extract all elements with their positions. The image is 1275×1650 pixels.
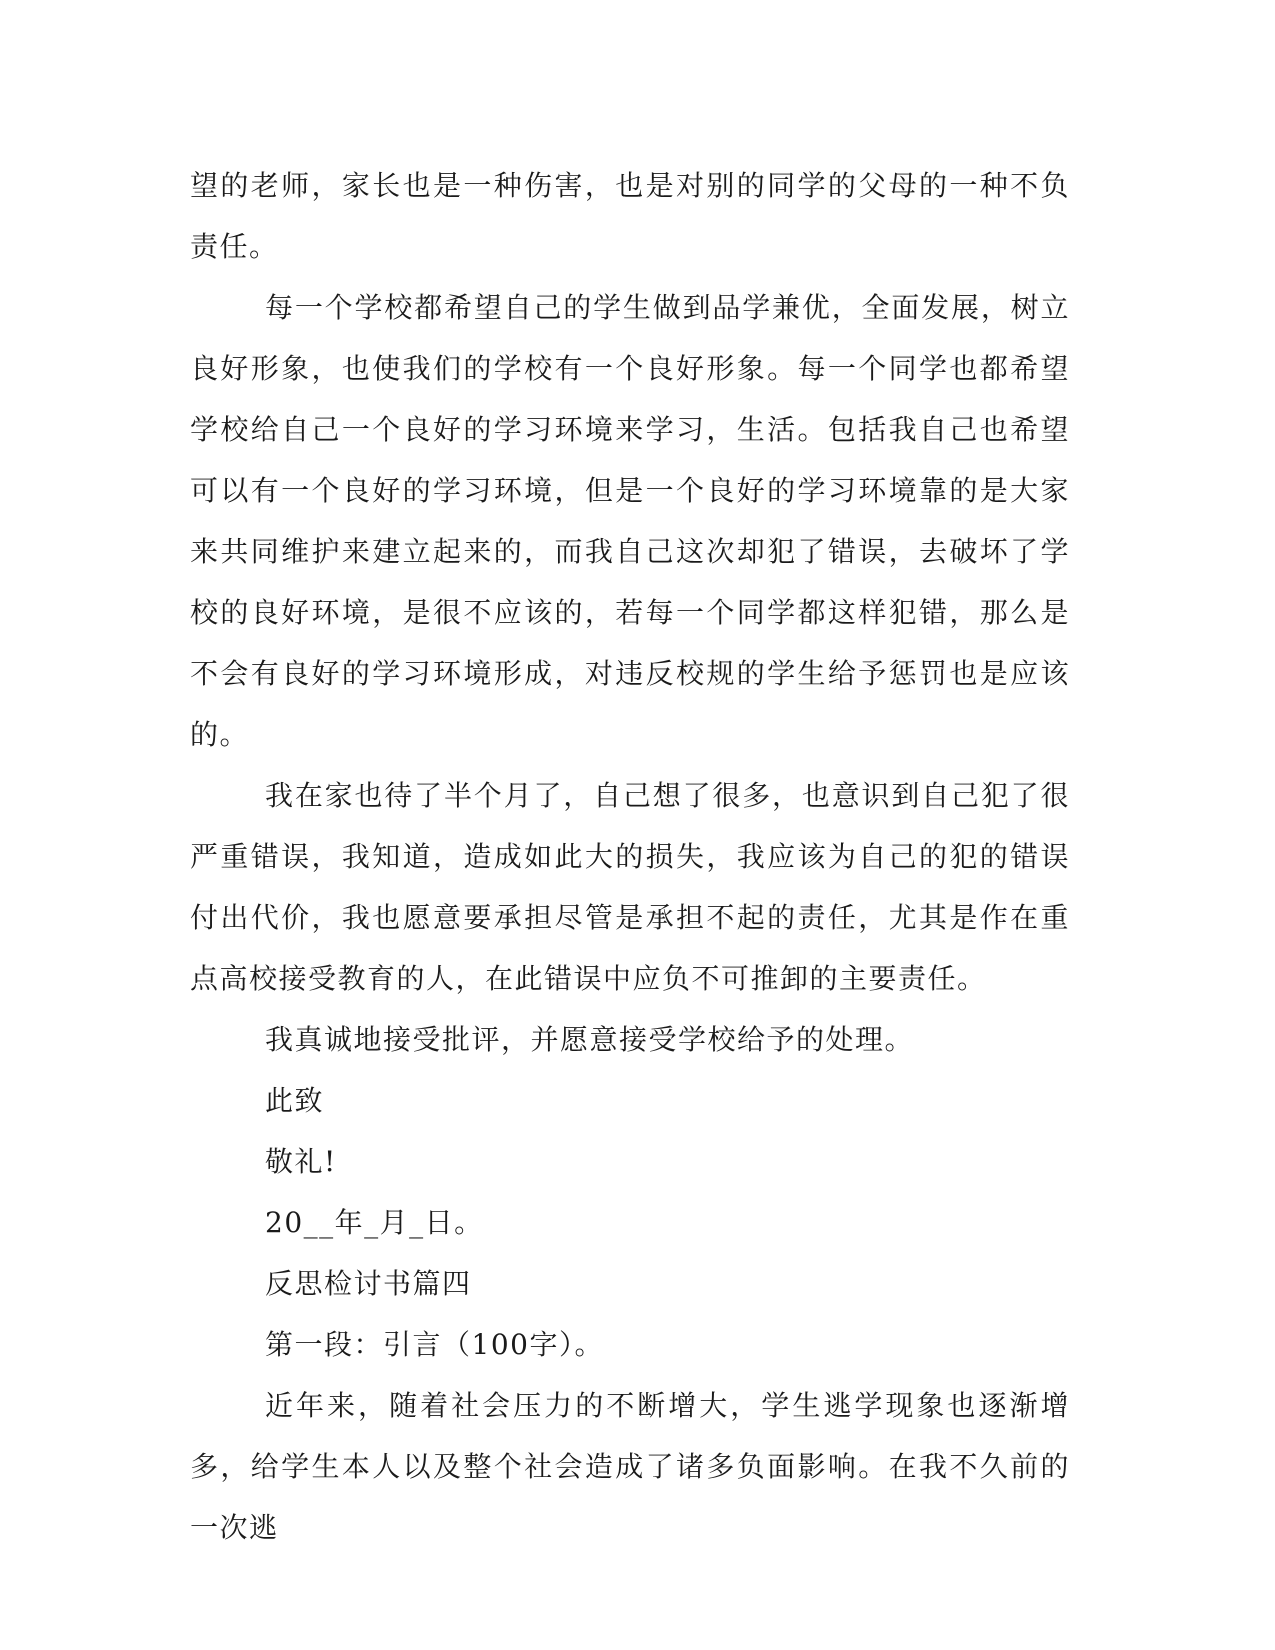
closing-salutation: 此致 <box>265 1084 325 1117</box>
paragraph-continuation: 望的老师，家长也是一种伤害，也是对别的同学的父母的一种不负责任。 <box>190 169 1070 263</box>
paragraph-reflection: 我在家也待了半个月了，自己想了很多，也意识到自己犯了很严重错误，我知道，造成如此大的损失，我应该为自己的犯的错误付出代价，我也愿意要承担尽管是承担不起的责任，尤其是作在重点高校接受教育的人，在此错误中应负不可推卸的主要责任。 <box>190 779 1070 995</box>
subsection-heading: 第一段：引言（100字）。 <box>265 1328 604 1361</box>
date-line: 20__年_月_日。 <box>265 1206 484 1239</box>
closing-regards: 敬礼! <box>265 1145 337 1178</box>
paragraph-school-image: 每一个学校都希望自己的学生做到品学兼优，全面发展，树立良好形象，也使我们的学校有一个良好形象。每一个同学也都希望学校给自己一个良好的学习环境来学习，生活。包括我自己也希望可以有一个良好的学习环境，但是一个良好的学习环境靠的是大家来共同维护来建立起来的，而我自己这次却犯了错误，去破坏了学校的良好环境，是很不应该的，若每一个同学都这样犯错，那么是不会有良好的学习环境形成，对违反校规的学生给予惩罚也是应该的。 <box>190 291 1070 751</box>
paragraph-introduction: 近年来，随着社会压力的不断增大，学生逃学现象也逐渐增多，给学生本人以及整个社会造成了诸多负面影响。在我不久前的一次逃 <box>190 1389 1070 1544</box>
section-heading: 反思检讨书篇四 <box>265 1267 472 1300</box>
paragraph-acceptance: 我真诚地接受批评，并愿意接受学校给予的处理。 <box>265 1023 915 1056</box>
document-body <box>190 155 1070 1558</box>
